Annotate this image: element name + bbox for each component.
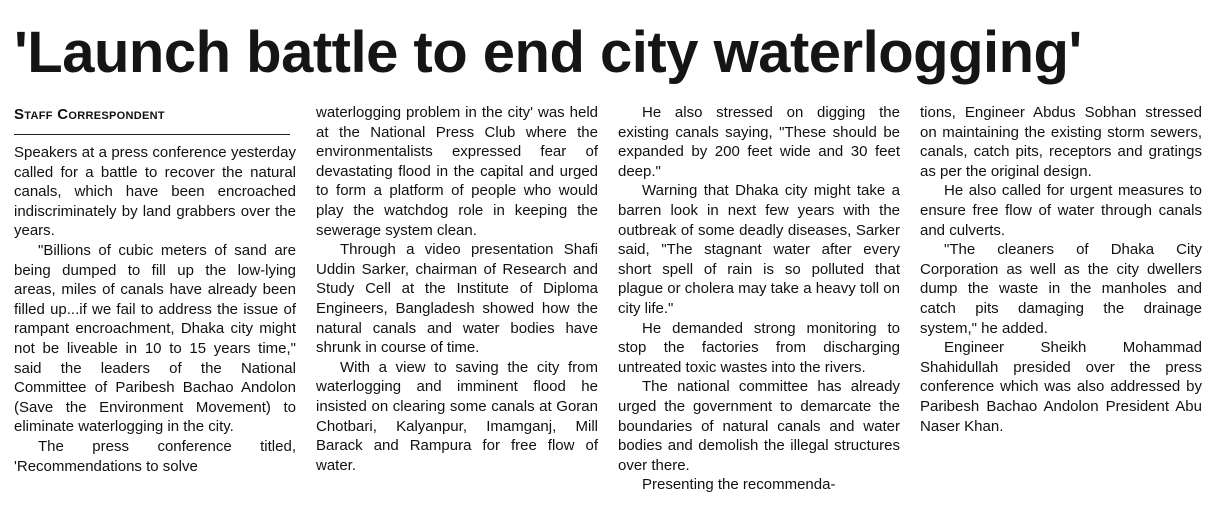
paragraph: He also called for urgent measures to ensure free flow of water through canals and culverts. <box>920 182 1202 239</box>
article-column-3 <box>618 103 900 495</box>
paragraph: waterlogging problem in the city' was held at the National Press Club where the environmentalists expressed fear of devastating flood in the capital and urged to form a platform of people who would play the watchdog role in keeping the sewerage system clean. <box>316 104 598 239</box>
byline: Staff Correspondent <box>14 106 165 123</box>
paragraph: Warning that Dhaka city might take a barren look in next few years with the outbreak of some deadly diseases, Sarker said, "The stagnant water after every short spell of rain is so polluted that plague or cholera may take a heavy toll on city life." <box>618 182 900 317</box>
article-column-1 <box>14 103 296 476</box>
paragraph: Speakers at a press conference yesterday called for a battle to recover the natural canals, which have been encroached indiscriminately by land grabbers over the years. <box>14 144 296 240</box>
paragraph: He demanded strong monitoring to stop the factories from discharging untreated toxic wastes into the rivers. <box>618 319 900 376</box>
paragraph: The press conference titled, 'Recommendations to solve <box>14 437 296 475</box>
paragraph: Through a video presentation Shafi Uddin Sarker, chairman of Research and Study Cell at the Institute of Diploma Engineers, Bangladesh showed how the natural canals and water bodies have shrunk in course of time. <box>316 241 598 357</box>
article-column-4 <box>920 103 1202 436</box>
article-column-2 <box>316 103 598 475</box>
paragraph: "Billions of cubic meters of sand are being dumped to fill up the low-lying areas, miles of canals have already been filled up...if we fail to address the issue of rampant encroachment, Dhaka city might not be liveable in 10 to 15 years time," said the leaders of the National Committee of Paribesh Bachao Andolon (Save the Environment Movement) to eliminate waterlogging in the city. <box>14 241 296 436</box>
paragraph: The national committee has already urged the government to demarcate the boundaries of natural canals and water bodies and demolish the illegal structures over there. <box>618 378 900 474</box>
paragraph: Engineer Sheikh Mohammad Shahidullah presided over the press conference which was also addressed by Paribesh Bachao Andolon President Abu Naser Khan. <box>920 339 1202 435</box>
byline-divider <box>14 134 290 135</box>
paragraph: With a view to saving the city from waterlogging and imminent flood he insisted on clearing some canals at Goran Chotbari, Kalyanpur, Imamganj, Mill Barack and Rampura for free flow of water. <box>316 358 598 474</box>
article-body <box>14 103 1204 521</box>
headline: 'Launch battle to end city waterlogging' <box>14 20 1082 85</box>
paragraph: Presenting the recommenda- <box>642 476 836 494</box>
paragraph: He also stressed on digging the existing canals saying, "These should be expanded by 200 feet wide and 30 feet deep." <box>618 104 900 180</box>
paragraph: "The cleaners of Dhaka City Corporation as well as the city dwellers dump the waste in the manholes and catch pits damaging the drainage system," he added. <box>920 241 1202 337</box>
paragraph: tions, Engineer Abdus Sobhan stressed on maintaining the existing storm sewers, canals, catch pits, receptors and gratings as per the original design. <box>920 104 1202 180</box>
